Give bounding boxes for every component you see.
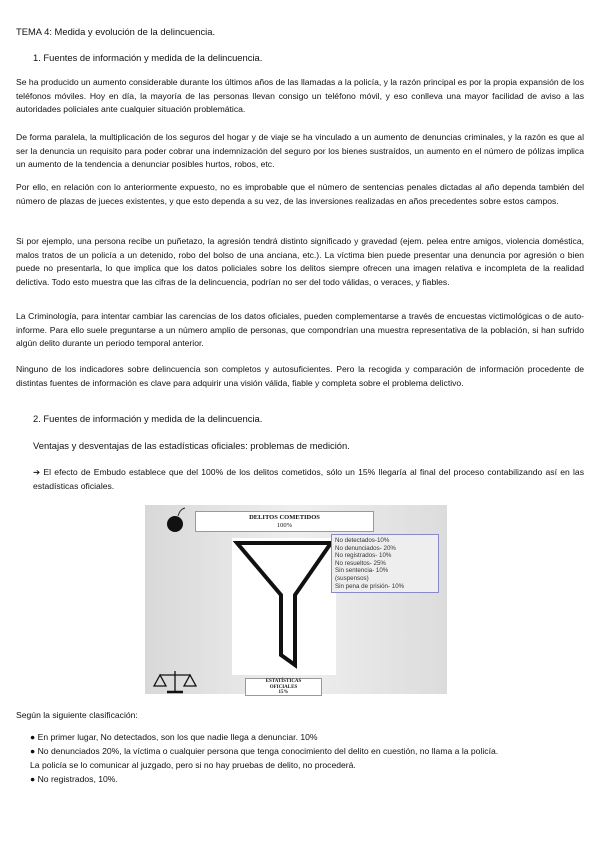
section-heading-1: 1. Fuentes de información y medida de la delincuencia. bbox=[33, 52, 263, 63]
funnel-legend: No detectados-10% No denunciados- 20% No registrados- 10% No resueltos- 25% Sin sentencia- 10% (suspensos) Sin pena de prisión- 10% bbox=[331, 534, 439, 593]
paragraph: Se ha producido un aumento considerable durante los últimos años de las llamadas a la policía, y la razón principal es por la propia expansión de los teléfonos móviles. Hoy en día, la mayoría de las personas llevan consigo un teléfono móvil, y eso conlleva una mayor facilidad de aviso a las autoridades policiales ante cualquier situación problemática. bbox=[16, 77, 584, 115]
paragraph: Ninguno de los indicadores sobre delincuencia son completos y autosuficientes. Pero la recogida y comparación de información procedente de distintas fuentes de información es clave para adquirir una visión válida, fiable y completa sobre el problema delictivo. bbox=[16, 364, 584, 388]
top-label-box: DELITOS COMETIDOS 100% bbox=[195, 511, 374, 532]
classification-intro: Según la siguiente clasificación: bbox=[16, 710, 138, 720]
bottom-label-box: ESTATÍSTICAS OFICIALES 15% bbox=[245, 678, 322, 696]
subheading: Ventajas y desventajas de las estadísticas oficiales: problemas de medición. bbox=[33, 440, 350, 451]
paragraph: La Criminología, para intentar cambiar las carencias de los datos oficiales, pueden complementarse a través de encuestas victimológicas o de auto-informe. Para ello suele preguntarse a un número amplio de personas, que compondrían una muestra representativa de la población, si han sufrido algún delito durante un periodo temporal anterior. bbox=[16, 311, 584, 349]
paragraph: Por ello, en relación con lo anteriormente expuesto, no es improbable que el número de sentencias penales dictadas al año dependa también del número de plazas de jueces existentes, y que esto dependa a su vez, de las inversiones realizadas en años precedentes sobre estos campos. bbox=[16, 182, 584, 206]
paragraph: Si por ejemplo, una persona recibe un puñetazo, la agresión tendrá distinto significado y gravedad (ejem. pelea entre amigos, violencia doméstica, malos tratos de un policía a un detenido, robo del bolso de una anciana, etc.). La víctima bien puede presentar una denuncia por agresión o bien puede no presentarla, lo que implica que los datos policiales sobre los delitos siempre ofrecen una imagen relativa e incompleta de la realidad delictiva. Todo esto muestra que las cifras de la delincuencia, podrían no ser del todo válidas, o veraces, y fiables. bbox=[16, 236, 584, 287]
document-title: TEMA 4: Medida y evolución de la delincuencia. bbox=[16, 26, 216, 37]
list-item: ● No denunciados 20%, la víctima o cualquier persona que tenga conocimiento del delito en cuestión, no llama a la policía. bbox=[30, 746, 499, 756]
arrow-paragraph: ➔ El efecto de Embudo establece que del 100% de los delitos cometidos, sólo un 15% llegaría al final del proceso contabilizando así en las estadísticas oficiales. bbox=[33, 467, 584, 491]
funnel-figure bbox=[145, 505, 447, 694]
scales-icon bbox=[154, 671, 196, 692]
list-item-continuation: La policía se lo comunicar al juzgado, pero si no hay pruebas de delito, no procederá. bbox=[30, 760, 356, 770]
list-item: ● En primer lugar, No detectados, son los que nadie llega a denunciar. 10% bbox=[30, 732, 318, 742]
list-item: ● No registrados, 10%. bbox=[30, 774, 118, 784]
bomb-icon bbox=[167, 508, 185, 532]
paragraph: De forma paralela, la multiplicación de los seguros del hogar y de viaje se ha vinculado a un aumento de denuncias criminales, y la razón es que al ser la denuncia un requisito para poder cobrar una indemnización del seguro por los bienes sustraídos, un aumento en el número de pólizas implica un aumento de la tendencia a denunciar posibles hurtos, robos, etc. bbox=[16, 132, 584, 170]
section-heading-2: 2. Fuentes de información y medida de la delincuencia. bbox=[33, 413, 263, 424]
